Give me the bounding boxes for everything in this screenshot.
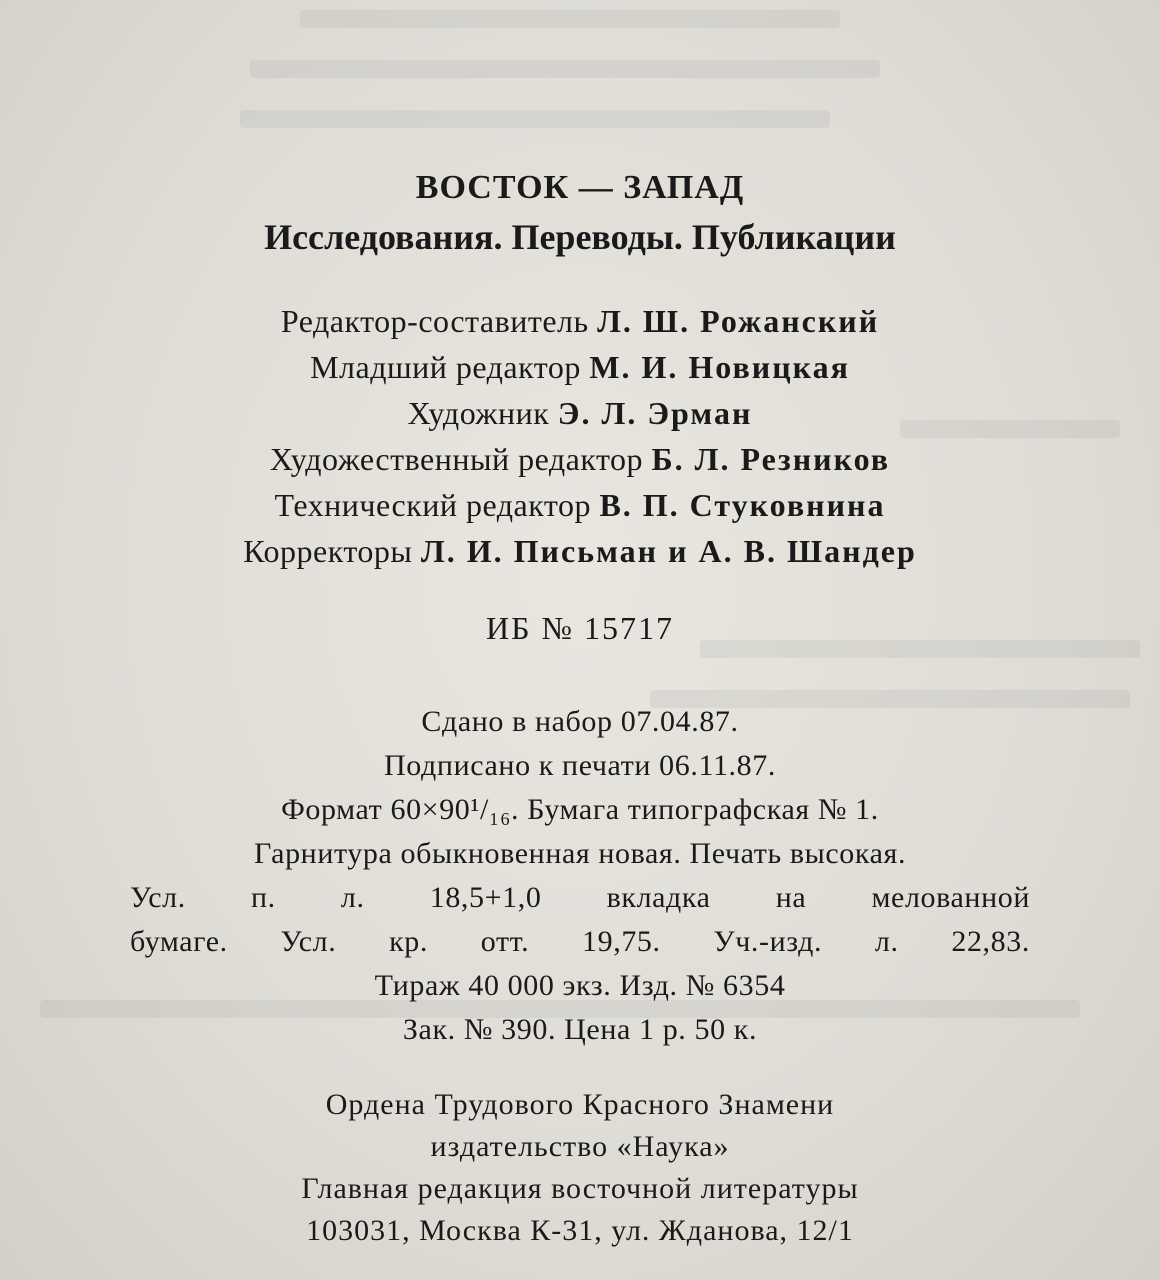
publisher-block bbox=[0, 1084, 1160, 1252]
word: п. bbox=[250, 881, 276, 914]
word: бумаге. bbox=[130, 925, 228, 958]
bleed-through-line bbox=[250, 60, 880, 78]
word: Усл. bbox=[130, 881, 186, 914]
typeset-date: Сдано в набор 07.04.87. bbox=[421, 705, 739, 738]
publisher-order: Ордена Трудового Красного Знамени bbox=[325, 1088, 835, 1121]
word: Усл. bbox=[280, 925, 337, 958]
credit-name: Б. Л. Резников bbox=[651, 441, 891, 477]
credit-role: Художественный редактор bbox=[269, 441, 644, 477]
credit-role: Технический редактор bbox=[274, 487, 591, 523]
credit-name: Л. Ш. Рожанский bbox=[597, 303, 880, 339]
order-price: Зак. № 390. Цена 1 р. 50 к. bbox=[402, 1013, 758, 1046]
book-title: ВОСТОК — ЗАПАД bbox=[415, 169, 745, 206]
bleed-through-line bbox=[300, 10, 840, 28]
credit-role: Младший редактор bbox=[310, 349, 581, 385]
credit-role: Редактор-составитель bbox=[280, 303, 589, 339]
credit-line bbox=[0, 390, 1160, 436]
word: 19,75. bbox=[582, 925, 661, 958]
book-subtitle: Исследования. Переводы. Публикации bbox=[264, 217, 896, 257]
imprint-block bbox=[0, 700, 1160, 1052]
credits-list bbox=[0, 298, 1160, 574]
print-volume-line bbox=[130, 920, 1030, 964]
credit-role: Корректоры bbox=[243, 533, 413, 569]
print-signed-date: Подписано к печати 06.11.87. bbox=[384, 749, 776, 782]
word: отт. bbox=[480, 925, 530, 958]
publisher-department: Главная редакция восточной литературы bbox=[301, 1172, 859, 1205]
print-run: Тираж 40 000 экз. Изд. № 6354 bbox=[374, 969, 786, 1002]
word: Уч.-изд. bbox=[713, 925, 823, 958]
ib-number: ИБ № 15717 bbox=[485, 610, 674, 646]
credit-line bbox=[0, 298, 1160, 344]
credit-role: Художник bbox=[407, 395, 550, 431]
credit-name: В. П. Стуковнина bbox=[599, 487, 886, 523]
word: мелованной bbox=[871, 881, 1030, 914]
bleed-through-line bbox=[240, 110, 830, 128]
credit-line bbox=[0, 436, 1160, 482]
word: 18,5+1,0 bbox=[429, 881, 542, 914]
word: вкладка bbox=[606, 881, 711, 914]
typeface-print: Гарнитура обыкновенная новая. Печать высокая. bbox=[253, 837, 907, 870]
credit-line bbox=[0, 344, 1160, 390]
credit-line bbox=[0, 528, 1160, 574]
word: л. bbox=[340, 881, 365, 914]
title-block bbox=[0, 164, 1160, 262]
print-sheets-line bbox=[130, 876, 1030, 920]
word: на bbox=[775, 881, 807, 914]
credit-line bbox=[0, 482, 1160, 528]
format-paper: Формат 60×90¹/₁₆. Бумага типографская № 1. bbox=[281, 793, 879, 826]
publisher-address: 103031, Москва К-31, ул. Жданова, 12/1 bbox=[306, 1214, 854, 1247]
credit-name: Э. Л. Эрман bbox=[557, 395, 753, 431]
publisher-name: издательство «Наука» bbox=[430, 1130, 730, 1163]
word: 22,83. bbox=[951, 925, 1030, 958]
word: л. bbox=[874, 925, 899, 958]
credit-name: Л. И. Письман и А. В. Шандер bbox=[420, 533, 917, 569]
word: кр. bbox=[389, 925, 428, 958]
credit-name: М. И. Новицкая bbox=[589, 349, 850, 385]
